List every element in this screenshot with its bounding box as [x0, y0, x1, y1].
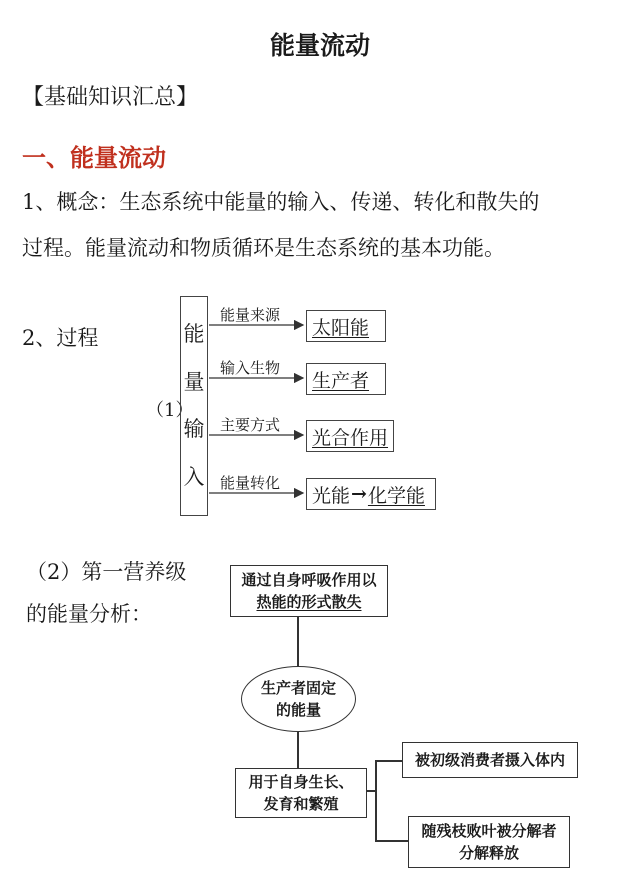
consumer-box — [402, 742, 578, 778]
row-label-organism: 输入生物 — [220, 359, 281, 377]
value-text: 太阳能 — [312, 316, 370, 339]
row-label-source: 能量来源 — [220, 306, 281, 324]
respiration-box — [230, 565, 388, 617]
value-box-photosynthesis — [306, 420, 394, 452]
row-label-method: 主要方式 — [220, 416, 281, 434]
box-line: 通过自身呼吸作用以 — [241, 571, 377, 589]
process-label: 2、过程 — [22, 326, 99, 350]
connector-line — [297, 732, 299, 768]
value-suffix: 化学能 — [367, 484, 425, 507]
connector-line — [375, 760, 402, 762]
first-level-line-1: （2）第一营养级 — [26, 560, 187, 584]
connector-line — [367, 790, 375, 792]
value-box-producer — [306, 363, 386, 395]
box-text: 被初级消费者摄入体内 — [414, 751, 565, 769]
first-level-line-2: 的能量分析： — [26, 602, 152, 626]
box-line: 用于自身生长、 — [248, 773, 354, 791]
growth-box — [235, 768, 367, 818]
value-text: 光合作用 — [312, 426, 389, 449]
connector-line — [375, 840, 408, 842]
concept-line-2: 过程。能量流动和物质循环是生态系统的基本功能。 — [22, 236, 505, 260]
vertical-char: 输 — [183, 417, 205, 442]
concept-line-1: 1、概念：生态系统中能量的输入、传递、转化和散失的 — [22, 190, 540, 214]
producer-energy-oval — [241, 666, 356, 732]
value-text: 生产者 — [312, 369, 370, 392]
section-label: 【基础知识汇总】 — [22, 85, 199, 110]
value-box-sun — [306, 310, 386, 342]
section-heading: 一、能量流动 — [22, 144, 166, 172]
connector-line — [297, 617, 299, 666]
vertical-char: 量 — [183, 369, 205, 394]
decomposer-box — [408, 816, 570, 868]
page-title: 能量流动 — [269, 31, 370, 60]
box-line: 发育和繁殖 — [263, 795, 339, 813]
conversion-arrow: → — [351, 483, 367, 505]
box-line: 热能的形式散失 — [256, 593, 362, 611]
value-box-conversion — [306, 478, 436, 510]
input-diagram-number: （1） — [146, 400, 194, 421]
oval-line: 的能量 — [275, 701, 321, 719]
vertical-char: 入 — [183, 465, 205, 490]
box-line: 随残枝败叶被分解者 — [421, 822, 557, 840]
connector-line — [375, 760, 377, 840]
value-prefix: 光能 — [312, 484, 351, 507]
vertical-char: 能 — [183, 321, 205, 346]
box-line: 分解释放 — [458, 844, 519, 862]
row-label-conversion: 能量转化 — [220, 474, 281, 492]
oval-line: 生产者固定 — [260, 679, 336, 697]
